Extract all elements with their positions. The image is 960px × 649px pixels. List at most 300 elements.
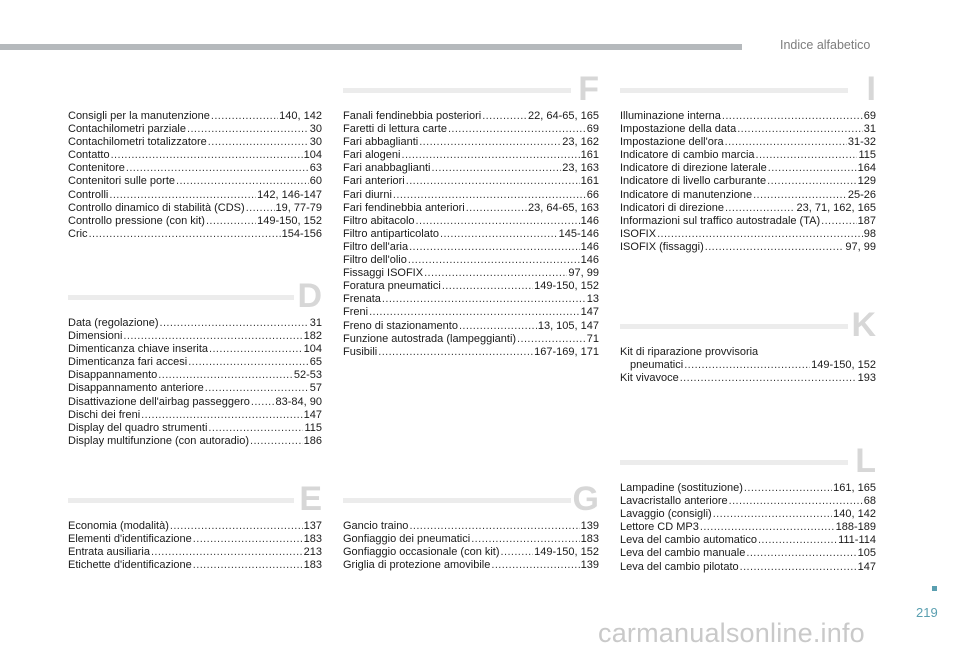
index-entry <box>343 254 599 267</box>
entry-term: Fusibili <box>343 345 378 358</box>
index-entry <box>343 559 599 572</box>
entry-term: Dimenticanza chiave inserita <box>68 343 209 356</box>
entry-leader <box>753 189 847 202</box>
entry-pages: 105 <box>857 547 876 560</box>
entry-term: Display del quadro strumenti <box>68 421 208 434</box>
entry-leader <box>419 136 561 149</box>
entry-term: Fari abbaglianti <box>343 136 419 149</box>
entry-pages: 183 <box>580 533 599 546</box>
index-entry <box>68 559 322 572</box>
entry-pages: 60 <box>309 175 322 188</box>
section-d <box>68 277 322 448</box>
section-l-letter: L <box>855 442 876 480</box>
entry-term: Controllo pressione (con kit) <box>68 214 205 227</box>
section-c <box>68 110 322 241</box>
entry-pages: 139 <box>580 559 599 572</box>
index-entry <box>343 149 599 162</box>
index-entry <box>343 346 599 359</box>
index-entry <box>68 162 322 175</box>
entry-leader <box>188 356 309 369</box>
entry-pages: 142, 146-147 <box>257 188 322 201</box>
entry-pages: 149-150, 152 <box>257 214 322 227</box>
entry-term: Filtro antiparticolato <box>343 227 439 240</box>
entry-leader <box>758 534 837 547</box>
index-entry <box>68 228 322 241</box>
section-e <box>68 480 322 572</box>
entries-f <box>343 110 599 359</box>
entry-leader <box>740 561 857 574</box>
index-entry <box>620 346 876 359</box>
entry-leader <box>251 396 275 409</box>
entry-leader <box>448 123 586 136</box>
index-entry <box>620 495 876 508</box>
entry-leader <box>482 110 527 123</box>
entry-leader <box>821 215 857 228</box>
section-k-rule <box>620 324 848 329</box>
entry-leader <box>442 280 533 293</box>
index-entry <box>68 422 322 435</box>
entry-leader <box>126 162 309 175</box>
entry-term: Fanali fendinebbia posteriori <box>343 110 482 122</box>
index-entry <box>343 228 599 241</box>
section-i-letter: I <box>866 70 876 108</box>
index-entry <box>68 396 322 409</box>
entry-pages: 167-169, 171 <box>534 345 599 358</box>
section-e-header <box>68 480 322 520</box>
entry-term: Contatto <box>68 149 110 162</box>
entry-leader <box>151 546 303 559</box>
index-entry <box>343 175 599 188</box>
entry-term: Data (regolazione) <box>68 317 159 329</box>
index-entry <box>343 293 599 306</box>
entry-pages: 182 <box>303 330 322 343</box>
index-entry <box>343 333 599 346</box>
entries-i <box>620 110 876 254</box>
section-f-rule <box>343 88 571 93</box>
entry-leader <box>378 346 533 359</box>
entry-term: Disappannamento <box>68 369 158 382</box>
entry-term: Gonfiaggio occasionale (con kit) <box>343 546 500 559</box>
entry-term: Kit vivavoce <box>620 372 679 385</box>
entry-pages: 187 <box>857 214 876 227</box>
index-entry <box>620 534 876 547</box>
entry-pages: 115 <box>858 149 876 162</box>
entry-pages: 31 <box>863 123 876 136</box>
entry-term: Entrata ausiliaria <box>68 546 150 559</box>
entry-term: Indicatore di direzione laterale <box>620 162 767 175</box>
page-number: 219 <box>916 605 938 620</box>
entry-pages: 161, 165 <box>833 482 876 494</box>
entry-pages: 104 <box>303 343 322 356</box>
entry-term: Display multifunzione (con autoradio) <box>68 434 249 447</box>
entry-term: Indicatore di livello carburante <box>620 175 767 188</box>
entry-term: Dimensioni <box>68 330 123 343</box>
entry-leader <box>406 175 580 188</box>
section-i <box>620 70 876 254</box>
entry-pages: 147 <box>303 408 322 421</box>
section-l-header <box>620 442 876 482</box>
index-entry <box>620 359 876 372</box>
section-g-header <box>343 480 599 520</box>
entry-pages: 188-189 <box>835 521 876 534</box>
entry-term: pneumatici <box>630 359 684 372</box>
index-entry <box>343 546 599 559</box>
entry-pages: 161 <box>580 175 599 188</box>
entry-leader <box>729 495 863 508</box>
entry-term: Contenitore <box>68 162 125 175</box>
entry-term: Leva del cambio manuale <box>620 547 746 560</box>
entry-term: Contachilometri totalizzatore <box>68 136 207 149</box>
entry-pages: 111-114 <box>838 534 876 547</box>
entry-pages: 22, 64-65, 165 <box>528 110 599 122</box>
entry-leader <box>246 202 275 215</box>
index-entry <box>68 546 322 559</box>
entry-leader <box>170 520 303 533</box>
entry-pages: 98 <box>863 227 876 240</box>
entry-term: Elementi d'identificazione <box>68 533 192 546</box>
entry-term: Disattivazione dell'airbag passeggero <box>68 395 250 408</box>
index-entry <box>620 482 876 495</box>
entry-pages: 149-150, 152 <box>534 546 599 559</box>
entry-pages: 213 <box>303 546 322 559</box>
entry-term: Dischi dei freni <box>68 408 141 421</box>
index-entry <box>68 356 322 369</box>
entry-term: Foratura pneumatici <box>343 280 441 293</box>
index-entry <box>620 162 876 175</box>
section-e-letter: E <box>299 480 322 518</box>
entry-leader <box>382 293 586 306</box>
index-entry <box>620 508 876 521</box>
entry-pages: 52-53 <box>293 369 322 382</box>
entry-pages: 69 <box>586 123 599 136</box>
section-l-rule <box>620 460 848 465</box>
index-entry <box>620 110 876 123</box>
entry-leader <box>250 435 303 448</box>
entry-term: Gonfiaggio dei pneumatici <box>343 533 471 546</box>
entry-pages: 186 <box>303 434 322 447</box>
entry-leader <box>401 149 579 162</box>
entry-leader <box>725 202 796 215</box>
entry-leader <box>657 228 863 241</box>
index-entry <box>68 520 322 533</box>
entry-pages: 13 <box>586 293 599 306</box>
entry-pages: 66 <box>586 188 599 201</box>
entry-pages: 139 <box>580 520 599 532</box>
section-k-letter: K <box>851 306 876 344</box>
entry-pages: 65 <box>309 356 322 369</box>
entry-term: Consigli per la manutenzione <box>68 110 210 122</box>
section-d-rule <box>68 295 294 300</box>
entry-pages: 137 <box>303 520 322 532</box>
entry-pages: 57 <box>309 382 322 395</box>
section-l <box>620 442 876 574</box>
index-entry <box>343 189 599 202</box>
section-g-rule <box>343 498 571 503</box>
entry-leader <box>409 241 580 254</box>
entry-pages: 140, 142 <box>833 508 876 521</box>
entry-leader <box>705 241 845 254</box>
entry-pages: 149-150, 152 <box>811 359 876 372</box>
entry-pages: 147 <box>857 560 876 573</box>
entry-term: Contenitori sulle porte <box>68 175 176 188</box>
entry-pages: 71 <box>586 332 599 345</box>
entry-leader <box>700 521 835 534</box>
index-entry <box>68 330 322 343</box>
entry-leader <box>409 520 579 533</box>
entry-pages: 183 <box>303 533 322 546</box>
entry-leader <box>756 149 858 162</box>
entry-leader <box>746 547 856 560</box>
entry-term: Indicatore di cambio marcia <box>620 149 755 162</box>
entry-leader <box>722 110 863 123</box>
entry-term: Freni <box>343 306 369 319</box>
entry-term: Lettore CD MP3 <box>620 521 699 534</box>
entry-term: Fari anteriori <box>343 175 405 188</box>
section-g <box>343 480 599 572</box>
index-entry <box>343 520 599 533</box>
entry-leader <box>205 382 309 395</box>
entry-pages: 183 <box>303 559 322 572</box>
index-entry <box>343 202 599 215</box>
entry-leader <box>737 123 863 136</box>
entries-c <box>68 110 322 241</box>
entry-leader <box>369 306 580 319</box>
entry-pages: 30 <box>309 136 322 149</box>
entry-term: Lampadine (sostituzione) <box>620 482 743 494</box>
entry-leader <box>393 189 586 202</box>
entry-leader <box>176 175 309 188</box>
entries-d <box>68 317 322 448</box>
entry-term: Leva del cambio pilotato <box>620 560 739 573</box>
entry-leader <box>501 546 534 559</box>
entry-leader <box>89 228 281 241</box>
index-entry <box>620 372 876 385</box>
entry-leader <box>208 422 303 435</box>
index-entry <box>68 409 322 422</box>
index-entry <box>68 369 322 382</box>
entry-pages: 31-32 <box>847 136 876 149</box>
entry-leader <box>684 359 810 372</box>
page-marker-dot <box>932 586 937 591</box>
entry-term: Fari diurni <box>343 188 392 201</box>
entry-term: Indicatori di direzione <box>620 201 724 214</box>
entries-e <box>68 520 322 572</box>
index-entry <box>68 110 322 123</box>
index-entry <box>620 175 876 188</box>
entry-leader <box>123 330 302 343</box>
section-f-letter: F <box>578 70 599 108</box>
entry-term: Controllo dinamico di stabilità (CDS) <box>68 201 245 214</box>
entry-term: Controlli <box>68 188 109 201</box>
entry-pages: 68 <box>863 495 876 508</box>
entry-term: Filtro dell'aria <box>343 240 409 253</box>
entry-leader <box>459 320 537 333</box>
entry-pages: 83-84, 90 <box>275 395 322 408</box>
entry-pages: 145-146 <box>558 227 599 240</box>
entry-pages: 149-150, 152 <box>534 280 599 293</box>
entry-term: Etichette d'identificazione <box>68 559 192 572</box>
entry-leader <box>211 110 278 123</box>
entry-leader <box>767 175 857 188</box>
entry-pages: 146 <box>580 240 599 253</box>
entry-pages: 154-156 <box>281 227 322 240</box>
entry-term: Fari fendinebbia anteriori <box>343 201 465 214</box>
entry-pages: 23, 71, 162, 165 <box>796 201 876 214</box>
entry-term: Illuminazione interna <box>620 110 721 122</box>
section-i-rule <box>620 88 848 93</box>
index-entry <box>68 435 322 448</box>
entry-leader <box>713 508 832 521</box>
entries-k <box>620 346 876 385</box>
page-header-title: Indice alfabetico <box>780 38 871 52</box>
index-entry <box>68 533 322 546</box>
entry-term: Fissaggi ISOFIX <box>343 267 424 280</box>
entry-pages: 164 <box>857 162 876 175</box>
entry-term: Filtro abitacolo <box>343 214 415 227</box>
entry-term: Griglia di protezione amovibile <box>343 559 491 572</box>
entry-term: Fari anabbaglianti <box>343 162 431 175</box>
section-f-header <box>343 70 599 110</box>
index-entry <box>68 382 322 395</box>
index-entry <box>343 280 599 293</box>
entry-leader <box>768 162 857 175</box>
section-k <box>620 306 876 385</box>
entry-term: Economia (modalità) <box>68 520 169 532</box>
index-entry <box>620 521 876 534</box>
entry-leader <box>193 559 303 572</box>
index-entry <box>68 317 322 330</box>
entry-leader <box>491 559 579 572</box>
entry-leader <box>725 136 847 149</box>
index-entry <box>620 228 876 241</box>
entry-pages: 69 <box>863 110 876 122</box>
entry-pages: 23, 163 <box>562 162 599 175</box>
entry-leader <box>160 317 309 330</box>
entry-pages: 23, 162 <box>562 136 599 149</box>
entry-pages: 104 <box>303 149 322 162</box>
index-entry <box>620 202 876 215</box>
entry-pages: 25-26 <box>847 188 876 201</box>
index-entry <box>620 215 876 228</box>
entry-term: Contachilometri parziale <box>68 123 186 136</box>
entry-leader <box>209 343 303 356</box>
entry-leader <box>440 228 558 241</box>
index-entry <box>620 561 876 574</box>
entry-term: Frenata <box>343 293 381 306</box>
entry-pages: 23, 64-65, 163 <box>528 201 599 214</box>
index-entry <box>620 149 876 162</box>
entry-pages: 63 <box>309 162 322 175</box>
entry-leader <box>111 149 303 162</box>
entry-term: Fari alogeni <box>343 149 401 162</box>
entry-leader <box>416 215 580 228</box>
entry-pages: 19, 77-79 <box>275 201 322 214</box>
entry-pages: 146 <box>580 254 599 267</box>
entry-term: Lavacristallo anteriore <box>620 495 728 508</box>
index-entry <box>343 267 599 280</box>
index-entry <box>343 306 599 319</box>
entry-leader <box>471 533 579 546</box>
entry-pages: 146 <box>580 214 599 227</box>
entry-leader <box>193 533 303 546</box>
section-g-letter: G <box>572 480 599 518</box>
index-entry <box>68 149 322 162</box>
index-entry <box>343 320 599 333</box>
entry-term: Impostazione dell'ora <box>620 136 724 149</box>
entries-l <box>620 482 876 574</box>
entry-pages: 129 <box>857 175 876 188</box>
entry-pages: 31 <box>309 317 322 329</box>
index-entry <box>343 215 599 228</box>
entry-term: Dimenticanza fari accesi <box>68 356 188 369</box>
entry-term: Faretti di lettura carte <box>343 123 447 136</box>
index-entry <box>68 343 322 356</box>
entry-term: Kit di riparazione provvisoria <box>620 346 759 358</box>
entry-term: Gancio traino <box>343 520 409 532</box>
watermark: carmanualsonline.info <box>598 618 865 648</box>
entry-term: Lavaggio (consigli) <box>620 508 712 521</box>
entry-leader <box>208 136 309 149</box>
index-entry <box>68 175 322 188</box>
index-entry <box>343 110 599 123</box>
entry-term: Cric <box>68 227 88 240</box>
section-k-header <box>620 306 876 346</box>
entry-pages: 193 <box>857 372 876 385</box>
entry-pages: 147 <box>580 306 599 319</box>
entry-leader <box>424 267 567 280</box>
entry-leader <box>187 123 309 136</box>
index-entry <box>620 123 876 136</box>
entry-leader <box>431 162 561 175</box>
entry-pages: 13, 105, 147 <box>537 319 599 332</box>
index-entry <box>620 189 876 202</box>
index-entry <box>68 215 322 228</box>
entry-leader <box>158 369 293 382</box>
entry-leader <box>744 482 832 495</box>
entry-pages: 30 <box>309 123 322 136</box>
entry-pages: 97, 99 <box>568 267 599 280</box>
entry-term: Disappannamento anteriore <box>68 382 204 395</box>
entry-term: Funzione autostrada (lampeggianti) <box>343 332 517 345</box>
entry-term: ISOFIX (fissaggi) <box>620 240 704 253</box>
index-entry <box>620 241 876 254</box>
index-entry <box>343 533 599 546</box>
entry-term: Impostazione della data <box>620 123 737 136</box>
index-entry <box>343 162 599 175</box>
section-d-header <box>68 277 322 317</box>
index-entry <box>68 202 322 215</box>
entry-leader <box>408 254 580 267</box>
index-entry <box>343 123 599 136</box>
section-e-rule <box>68 498 294 503</box>
entry-leader <box>517 333 586 346</box>
section-i-header <box>620 70 876 110</box>
entry-leader <box>680 372 857 385</box>
header-rule <box>0 44 742 50</box>
entry-leader <box>466 202 527 215</box>
entry-term: Leva del cambio automatico <box>620 534 757 547</box>
section-f <box>343 70 599 359</box>
entry-term: ISOFIX <box>620 227 657 240</box>
entry-term: Filtro dell'olio <box>343 254 407 267</box>
entry-leader <box>109 189 256 202</box>
entry-term: Freno di stazionamento <box>343 319 458 332</box>
entry-leader <box>206 215 256 228</box>
index-entry <box>343 241 599 254</box>
entry-pages: 140, 142 <box>279 110 322 122</box>
entry-pages: 115 <box>304 421 322 434</box>
entry-term: Indicatore di manutenzione <box>620 188 753 201</box>
